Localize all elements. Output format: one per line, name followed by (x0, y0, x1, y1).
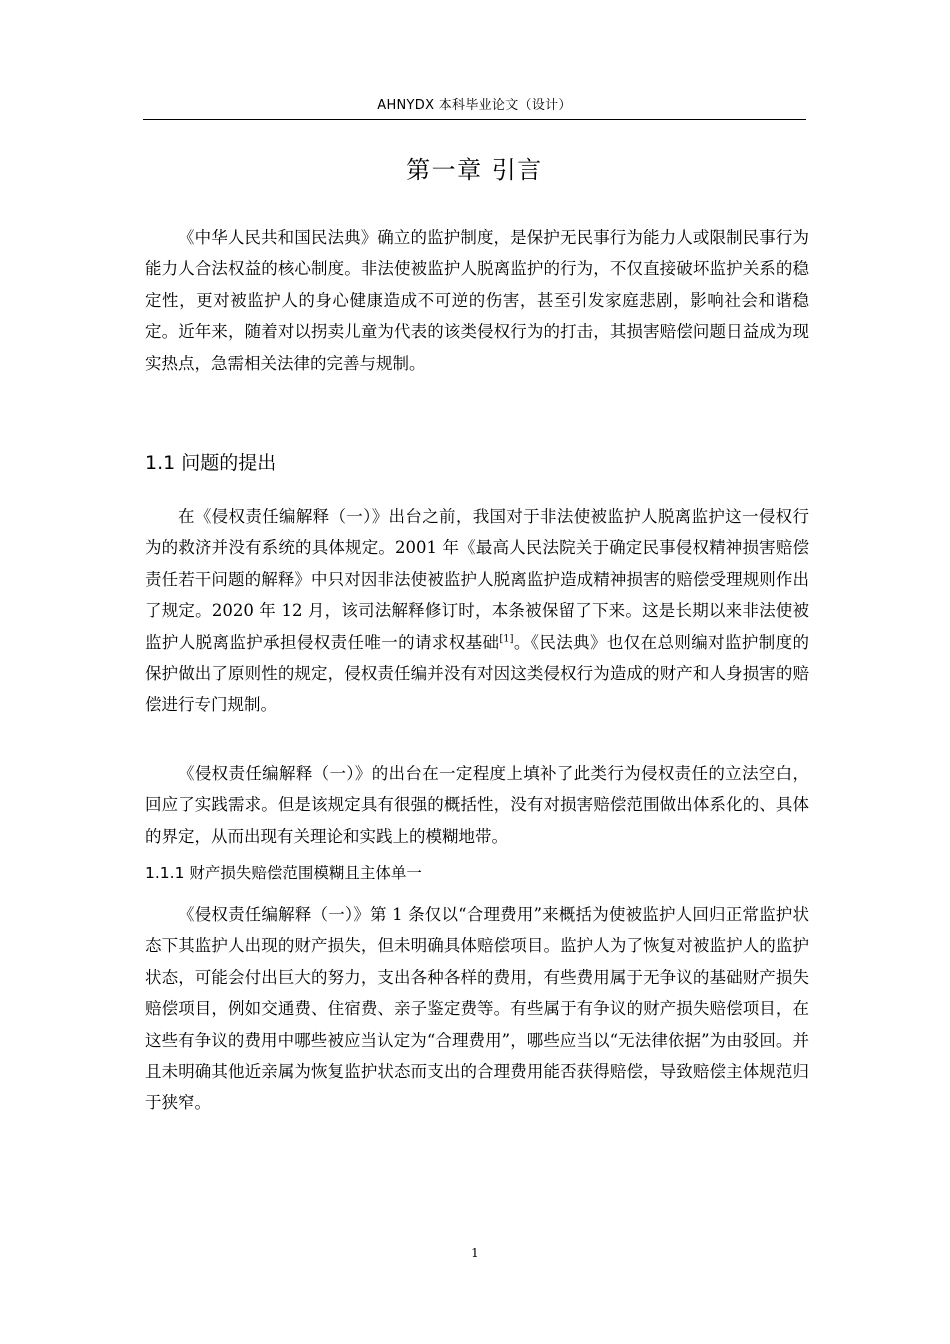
section-1-1-1-paragraph: 《侵权责任编解释（一）》第 1 条仅以“合理费用”来概括为使被监护人回归正常监护状态下其监护人出现的财产损失，但未明确具体赔偿项目。监护人为了恢复对被监护人的监护状态，可能会付出巨大的努力，支出各种各样的费用，有些费用属于无争议的基础财产损失赔偿项目，例如交通费、住宿费、亲子鉴定费等。有些属于有争议的财产损失赔偿项目，在这些有争议的费用中哪些被应当认定为“合理费用”，哪些应当以“无法律依据”为由驳回。并且未明确其他近亲属为恢复监护状态而支出的合理费用能否获得赔偿，导致赔偿主体规范归于狭窄。 (145, 905, 809, 1113)
intro-paragraph: 《中华人民共和国民法典》确立的监护制度，是保护无民事行为能力人或限制民事行为能力人合法权益的核心制度。非法使被监护人脱离监护的行为，不仅直接破坏监护关系的稳定性，更对被监护人的身心健康造成不可逆的伤害，甚至引发家庭悲剧，影响社会和谐稳定。近年来，随着对以拐卖儿童为代表的该类侵权行为的打击，其损害赔偿问题日益成为现实热点，急需相关法律的完善与规制。 (145, 228, 809, 373)
citation-marker: [1] (499, 633, 514, 645)
section-1-1-paragraph-2: 《侵权责任编解释（一）》的出台在一定程度上填补了此类行为侵权责任的立法空白，回应了实践需求。但是该规定具有很强的概括性，没有对损害赔偿范围做出体系化的、具体的界定，从而出现有关理论和实践上的模糊地带。 (145, 764, 809, 846)
paragraph-text: 在《侵权责任编解释（一）》出台之前，我国对于非法使被监护人脱离监护这一侵权行为的救济并没有系统的具体规定。2001 年《最高人民法院关于确定民事侵权精神损害赔偿责任若干问题的解释》中只对因非法使被监护人脱离监护造成精神损害的赔偿受理规则作出了规定。2020 年 12 月，该司法解释修订时，本条被保留了下来。这是长期以来非法使被监护人脱离监护承担侵权责任唯一的请求权基础 (145, 507, 809, 652)
running-header: AHNYDX 本科毕业论文（设计） (377, 98, 572, 113)
section-1-1-paragraph-1 (145, 501, 809, 721)
page-number: 1 (471, 1246, 479, 1260)
chapter-title: 第一章 引言 (406, 156, 543, 184)
section-heading-1-1: 1.1 问题的提出 (145, 452, 277, 474)
section-heading-1-1-1: 1.1.1 财产损失赔偿范围模糊且主体单一 (145, 864, 422, 882)
paragraph-text: 。《民法典》也仅在总则编对监护制度的保护做出了原则性的规定，侵权责任编并没有对因这类侵权行为造成的财产和人身损害的赔偿进行专门规制。 (145, 632, 810, 715)
header-rule (143, 119, 806, 120)
